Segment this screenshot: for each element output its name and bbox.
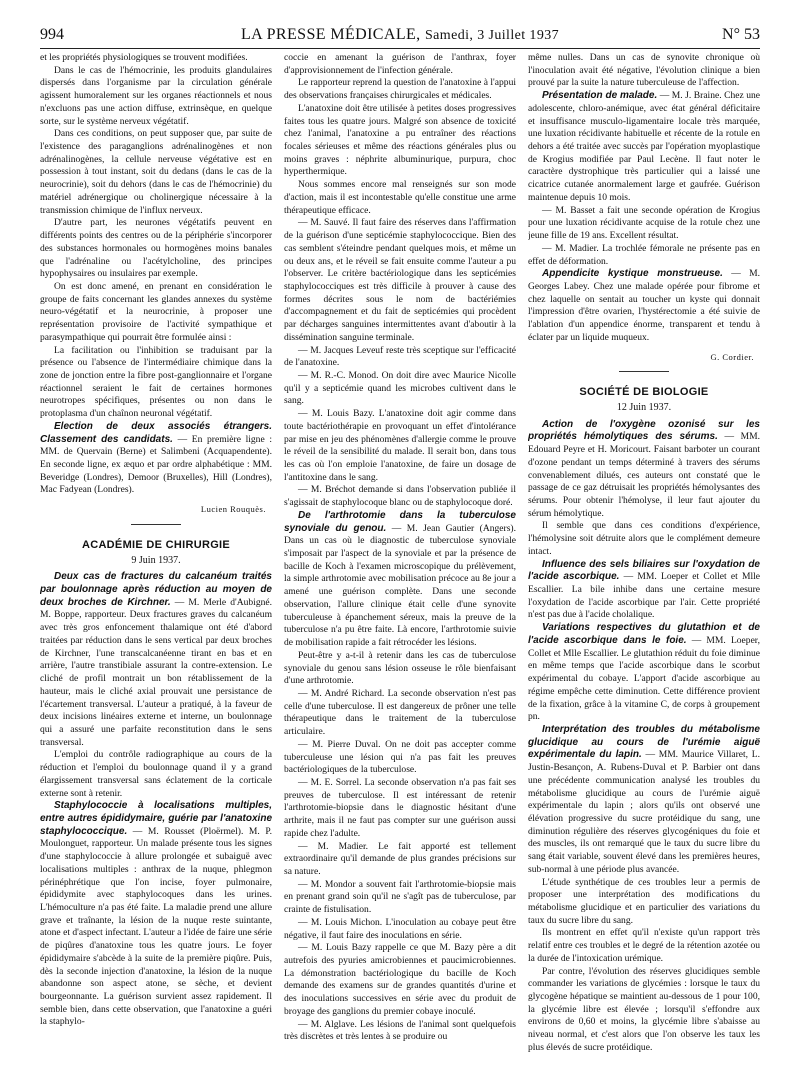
paragraph: [284, 739, 516, 777]
paragraph-text: — M. Louis Bazy. L'anatoxine doit agir comme dans toute bactériothérapie en provoquant un effet d'intolérance par mise en jeu des phénomènes d'allergie comme le prouve le réveil de la sensibilité du malade. Il serait bon, dans tous les cas où l'on emploie l'anatoxine, de faire un dosage de l'antitoxine dans le sang.: [284, 408, 516, 483]
paragraph: [284, 52, 516, 77]
paragraph-text: — M. Bréchot demande si dans l'observation publiée il s'agissait de staphylocoque blanc ou de staphylocoque doré.: [284, 484, 516, 509]
paragraph-text: — M. R.-C. Monod. On doit dire avec Maurice Nicolle qu'il y a septicémie quand les microbes cultivent dans le sang.: [284, 369, 516, 407]
communication-paragraph: [40, 800, 272, 1029]
communication-paragraph: [40, 421, 272, 497]
paragraph: [40, 52, 272, 65]
paragraph: [40, 281, 272, 345]
paragraph-text: — M. Louis Michon. L'inoculation au cobaye peut être négative, il faut faire des inoculations en série.: [284, 916, 516, 941]
paragraph-text: — M. Alglave. Les lésions de l'animal sont quelquefois très discrètes et très lentes à se produire ou: [284, 1018, 516, 1043]
column-3: [528, 52, 760, 1072]
communication-title: Présentation de malade.: [542, 90, 658, 102]
paragraph: [284, 408, 516, 484]
paragraph-text: Il semble que dans ces conditions d'expérience, l'hémolysine soit détruite alors que le complément demeure intact.: [528, 520, 760, 557]
communication-title: Variations respectives du glutathion et de l'acide ascorbique dans le foie.: [528, 622, 760, 646]
paragraph: [528, 52, 760, 90]
paragraph-text: — M. Rousset (Ploërmel). M. P. Moulonguet, rapporteur. Un malade présente tous les signes d'une staphylococcie à allure prolongée et subaiguë avec localisations multiples : anthrax de la nuque, phlegmon périnéphrétique que l'on incise, foyer pulmonaire, épididymite avec staphylocoques dans les urines. L'hémoculture n'a pas été faite. La maladie prend une allure grave et traînante, la lésion de la nuque reste suintante, atone et d'aspect infectant. L'auteur a l'idée de faire une série de piqûres d'anatoxine tous les quatre jours. Le foyer épididymaire s'abcède à la suite de la première piqûre. Puis, dès la seconde injection d'anatoxine, la lésion de la nuque abandonne son aspect atone, se sèche, et devient bourgeonnante. La guérison survient assez rapidement. Il semble bien, dans cette observation, que l'anatoxine a guéri la staphylo-: [40, 825, 272, 1028]
communication-title: Election de deux associés étrangers. Classement des candidats.: [40, 420, 272, 445]
paragraph: [40, 128, 272, 217]
section-date: 9 Juin 1937.: [131, 554, 181, 566]
paragraph: [284, 942, 516, 1018]
communication-title: Action de l'oxygène ozonisé sur les propriétés hémolytiques des sérums.: [528, 418, 760, 443]
communication-title: Staphylococcie à localisations multiples, entre autres épididymaire, guérie par l'anatoxine staphylococcique.: [40, 800, 272, 837]
communication-title: Influence des sels biliaires sur l'oxydation de l'acide ascorbique.: [528, 558, 760, 583]
paragraph: [284, 77, 516, 102]
communication-paragraph: [528, 419, 760, 521]
paragraph-text: — MM. Edouard Peyre et H. Moricourt. Faisant barboter un courant d'ozone pendant un temps déterminé à travers des sérums convenablement dilués, ces auteurs ont constaté que le passage de ce gaz détruisait les propriétés hémolysantes des sérums. Pour obtenir l'hémolyse, il leur faut ajouter du sérum hémolytique.: [528, 431, 760, 519]
paragraph: [284, 179, 516, 217]
paragraph: [528, 205, 760, 243]
communication-title: Deux cas de fractures du calcanéum traités par boulonnage après réduction au moyen de deux broches de Kirchner.: [40, 571, 272, 608]
paragraph: [528, 966, 760, 1055]
paragraph-text: — M. J. Braine. Chez une adolescente, chloro-anémique, avec état général déficitaire et insuffisance musculo-ligamentaire locale très marquée, une luxation récidivante habituelle et récente de la rotule en dehors a été traitée avec succès par l'opération myoplastique de Krogius modifiée par Paul Lecène. Il faut noter le caractère dystrophique très particulier qui a laissé une cicatrice cutanée anormalement large et gaufrée. Guérison maintenue depuis 10 mois.: [528, 90, 760, 203]
communication-paragraph: [528, 90, 760, 204]
page-header: [40, 22, 760, 49]
signature: G. Cordier.: [710, 351, 754, 362]
column-2: [284, 52, 516, 1072]
paragraph-text: — MM. Loeper et Collet et Mlle Escallier. La bile inhibe dans une certaine mesure l'oxydation de l'acide ascorbique par l'air. Cette propriété n'est pas due à l'acide cholalique.: [528, 571, 760, 621]
paragraph: [284, 103, 516, 179]
paragraph-text: — M. Madier. Le fait apporté est tellement extraordinaire qu'il demande de plus grandes précisions sur sa nature.: [284, 840, 516, 877]
communication-paragraph: [528, 622, 760, 724]
paragraph-text: — M. André Richard. La seconde observation n'est pas celle d'une tuberculose. Il est dangereux de prôner une telle thérapeutique dans le traitement de la tuberculose articulaire.: [284, 687, 516, 738]
page-number: 994: [40, 26, 64, 43]
paragraph-text: — M. Madier. La trochlée fémorale ne présente pas en effet de déformation.: [528, 242, 760, 267]
paragraph: [284, 1019, 516, 1044]
paragraph: [284, 841, 516, 879]
paragraph: [284, 917, 516, 942]
paragraph: [284, 370, 516, 408]
column-1: [40, 52, 272, 1072]
paragraph-text: La facilitation ou l'inhibition se traduisant par la présence ou l'absence de l'intermédiaire chimique dans la zone de jonction entre la fibre post-ganglionnaire et l'organe réactionnel seraient le fait de certaines hormones neurotropes spécifiques, présentes ou non dans le protoplasma d'un chaînon neuronal végétatif.: [40, 344, 272, 420]
paragraph-text: L'emploi du contrôle radiographique au cours de la réduction et l'emploi du boulonnage quand il y a grand élargissement transversal sans éclatement de la corticale externe sont à retenir.: [40, 749, 272, 799]
section-heading: SOCIÉTÉ DE BIOLOGIE: [579, 386, 709, 399]
article-columns: [40, 52, 760, 1072]
section-divider: [131, 524, 181, 525]
paragraph-text: On est donc amené, en prenant en considération le groupe de faits concernant les glandes annexes du système neuro-végétatif et la neurocrinie, à proposer une représentation provisoire de l'activité sympathique et parasympathique qui pourrait être formulée ainsi :: [40, 280, 272, 343]
paragraph: [40, 345, 272, 421]
section-divider: [619, 371, 669, 372]
paragraph: [284, 217, 516, 344]
paragraph: [284, 650, 516, 688]
paragraph-text: — M. Sauvé. Il faut faire des réserves dans l'affirmation de la guérison d'une septicémie staphylococcique. Bien des cas semblent s'éteindre pendant quelques mois, et même un ou deux ans, et le réveil se fait ensuite comme l'auteur a pu l'observer. Le critère bactériologique dans les septicémies staphylococciques est très difficile à prouver à cause des formes décrites sous le nom de bactériémies d'accompagnement et du fait de septicémies qui procèdent par décharges sanguines intermittentes avant d'aboutir à la dissémination sanguine terminale.: [284, 217, 516, 343]
communication-paragraph: [528, 724, 760, 877]
communication-title: Appendicite kystique monstrueuse.: [542, 268, 723, 280]
paragraph-text: Par contre, l'évolution des réserves glucidiques semble commander les variations de glycémies : lorsque le taux du glycogène hépatique se maintient au-dessous de 1 pour 100, la glycémie libre est élevée ; lorsqu'il s'effondre aux environs de 0,60 et moins, la glycémie libre s'abaisse au niveau normal, et c'est alors que l'on observe les taux les plus élevés de sucre protéidique.: [528, 965, 760, 1053]
section-date: 12 Juin 1937.: [616, 401, 672, 413]
communication-title: De l'arthrotomie dans la tuberculose synoviale du genou.: [284, 509, 516, 534]
paragraph-text: — MM. Maurice Villaret, L. Justin-Besançon, A. Rubens-Duval et P. Barbier ont dans une précédente communication analysé les troubles du métabolisme glucidique au cours de l'urémie aiguë expérimentale du lapin ; alors qu'ils ont observé une élévation progressive du sucre protéidique du sang, une diminution régulière des réserves glycogéniques du foie et des muscles, ils ont remarqué que le taux du sucre libre du sang était variable, souvent élevé dans les premières heures, sub-normal à une période plus avancée.: [528, 749, 760, 875]
issue-date: Samedi, 3 Juillet 1937: [425, 28, 560, 43]
communication-title: Interprétation des troubles du métabolisme glucidique au cours de l'urémie aiguë expérimentale du lapin.: [528, 723, 760, 761]
paragraph-text: L'anatoxine doit être utilisée à petites doses progressives faites tous les quatre jours. Malgré son absence de toxicité chez l'animal, l'anatoxine a pu entraîner des réactions focales sérieuses et même des réactions générales plus ou moins graves : néphrite albuminurique, purpura, choc hyperthermique.: [284, 102, 516, 178]
paragraph-text: — M. E. Sorrel. La seconde observation n'a pas fait ses preuves de tuberculose. Il est intéressant de retenir l'arthrotomie-biopsie dans le diagnostic hésitant d'une arthrite, mais il ne faut pas compter sur une guérison aussi rapide chez l'adulte.: [284, 776, 516, 839]
paragraph: [528, 877, 760, 928]
paragraph-text: — M. Georges Labey. Chez une malade opérée pour fibrome et chez laquelle on sentait au toucher un kyste qui donnait l'impression d'être ovarien, l'hystérectomie a été suivie de l'ablation d'un appendice énorme, transparent et tendu à éclater par un liquide muqueux.: [528, 268, 760, 343]
journal-masthead: [40, 24, 760, 47]
issue-number: N° 53: [722, 26, 760, 43]
paragraph: [40, 65, 272, 129]
paragraph: [284, 879, 516, 917]
paragraph: [284, 345, 516, 370]
paragraph-text: — M. Jacques Leveuf reste très sceptique sur l'efficacité de l'anatoxine.: [284, 344, 516, 369]
paragraph-text: — M. Merle d'Aubigné. M. Boppe, rapporteur. Deux fractures graves du calcanéum avec très gros enfoncement thalamique ont été d'abord traitées par réduction dans le sens vertical par deux broches de Kirchner, l'une transcalcanéenne tirant en bas et en arrière, l'autre transtibiale assurant la contre-extension. Le cliché de profil montrait un bon rétablissement de la hauteur, mais le cliché axial prouvait une persistance de l'écartement transversal. L'auteur a pratiqué, à la faveur de deux incisions linéaires externe et interne, un boulonnage qui a assuré une parfaite reconstitution dans le sens transversal.: [40, 596, 272, 748]
paragraph-text: — M. Basset a fait une seconde opération de Krogius pour une luxation récidivante acquise de la rotule chez une jeune fille de 19 ans. Excellent résultat.: [528, 204, 760, 242]
paragraph-text: Dans ces conditions, on peut supposer que, par suite de l'existence des paraganglions adrénalinogènes et non adrénalinogènes, la cellule nerveuse végétative est en possession à tout instant, soit du dedans (dans le cas de la neurocrinie), soit du dehors (dans le cas de l'hémocrinie) du matériel adrénergique ou cholinergique nécessaire à la transmission chimique de l'influx nerveux.: [40, 128, 272, 216]
paragraph-text: Ils montrent en effet qu'il n'existe qu'un rapport très relatif entre ces troubles et le degré de la rétention azotée ou la durée de l'intoxication urémique.: [528, 927, 760, 964]
paragraph-text: — M. Pierre Duval. On ne doit pas accepter comme tuberculeuse une lésion qui n'a pas fait les preuves bactériologiques de la tuberculose.: [284, 738, 516, 776]
paragraph-text: — En première ligne : MM. de Quervain (Berne) et Salimbeni (Acquapendente). En seconde ligne, ex æquo et par ordre alphabétique : MM. Beveridge (Londres), Demoor (Bruxelles), Hill (Londres), Mac Fadyean (Londres).: [40, 433, 272, 496]
paragraph: [528, 520, 760, 558]
paragraph-text: — M. Mondor a souvent fait l'arthrotomie-biopsie mais en prenant grand soin qu'il ne s'agît pas de tuberculose, par crainte de fistulisation.: [284, 878, 516, 916]
paragraph: [528, 243, 760, 268]
paragraph: [40, 749, 272, 800]
paragraph-text: Dans le cas de l'hémocrinie, les produits glandulaires dispersés dans l'organisme par la circulation générale agissent humoralement sur les organes réactionnels et nous n'excluons pas une action diffuse, extrinsèque, en quelque sorte, sur le système nerveux végétatif.: [40, 64, 272, 127]
paragraph-text: — MM. Loeper, Collet et Mlle Escallier. Le glutathion réduit du foie diminue en même temps que l'acide ascorbique dans le scorbut expérimental du cobaye. L'apport d'acide ascorbique au régime empêche cette diminution. Cette différence provient de la fixation, grâce à la vitamine C, de corps à groupement pn.: [528, 634, 760, 723]
section-heading: ACADÉMIE DE CHIRURGIE: [81, 538, 231, 551]
journal-title: LA PRESSE MÉDICALE,: [240, 26, 421, 43]
paragraph-text: Le rapporteur reprend la question de l'anatoxine à l'appui des observations françaises chirurgicales et médicales.: [284, 77, 516, 102]
paragraph-text: Nous sommes encore mal renseignés sur son mode d'action, mais il est incontestable qu'elle constitue une arme thérapeutique efficace.: [284, 179, 516, 216]
paragraph-text: et les propriétés physiologiques se trouvent modifiées.: [40, 52, 248, 63]
communication-paragraph: [40, 571, 272, 749]
paragraph: [528, 927, 760, 965]
paragraph-text: coccie en amenant la guérison de l'anthrax, foyer d'approvisionnement de l'infection générale.: [284, 52, 516, 76]
communication-paragraph: [528, 268, 760, 344]
paragraph: [40, 217, 272, 281]
communication-paragraph: [528, 559, 760, 623]
paragraph-text: Peut-être y a-t-il à retenir dans les cas de tuberculose synoviale du genou sans lésion osseuse le rôle bienfaisant d'une arthrotomie.: [284, 649, 516, 687]
paragraph-text: D'autre part, les neurones végétatifs peuvent en différents points des centres ou de la périphérie s'incorporer des substances hormonales ou hormogènes moins banales que l'adrénaline ou l'acétylcholine, des principes hypophysaires ou insulaires par exemple.: [40, 217, 272, 280]
paragraph: [284, 777, 516, 841]
paragraph-text: — M. Louis Bazy rappelle ce que M. Bazy père a dit autrefois des pyuries amicrobiennes et paucimicrobiennes. La démonstration bactériologique du bacille de Koch demande des examens sur de grandes quantités d'urine et des inoculations successives en série avec du produit de broyage des ganglions du premier cobaye inoculé.: [284, 942, 516, 1017]
signature: Lucien Rouquès.: [200, 504, 266, 515]
paragraph: [284, 484, 516, 509]
paragraph-text: L'étude synthétique de ces troubles leur a permis de proposer une interprétation des modifications du métabolisme glucidique et en particulier des variations du taux du sucre libre du sang.: [528, 876, 760, 926]
paragraph: [284, 688, 516, 739]
communication-paragraph: [284, 510, 516, 650]
paragraph-text: même nulles. Dans un cas de synovite chronique où l'inoculation avait été négative, l'évolution clinique a bien prouvé par la suite la nature tuberculeuse de l'affection.: [528, 52, 760, 89]
paragraph-text: — M. Jean Gautier (Angers). Dans un cas où le diagnostic de tuberculose synoviale s'imposait par l'aspect de la synoviale et par la présence de bacille de Koch à l'examen microscopique du prélèvement, la simple arthrotomie avec mobilisation précoce au 8e jour a amené une guérison complète. Dans une seconde observation, l'allure clinique était celle d'une synovite tuberculeuse à épanchement séreux, mais la preuve de la tuberculose n'a pu être faite. Là encore, l'arthrotomie suivie de mobilisation rapide a fait rétrocéder les lésions.: [284, 522, 516, 649]
